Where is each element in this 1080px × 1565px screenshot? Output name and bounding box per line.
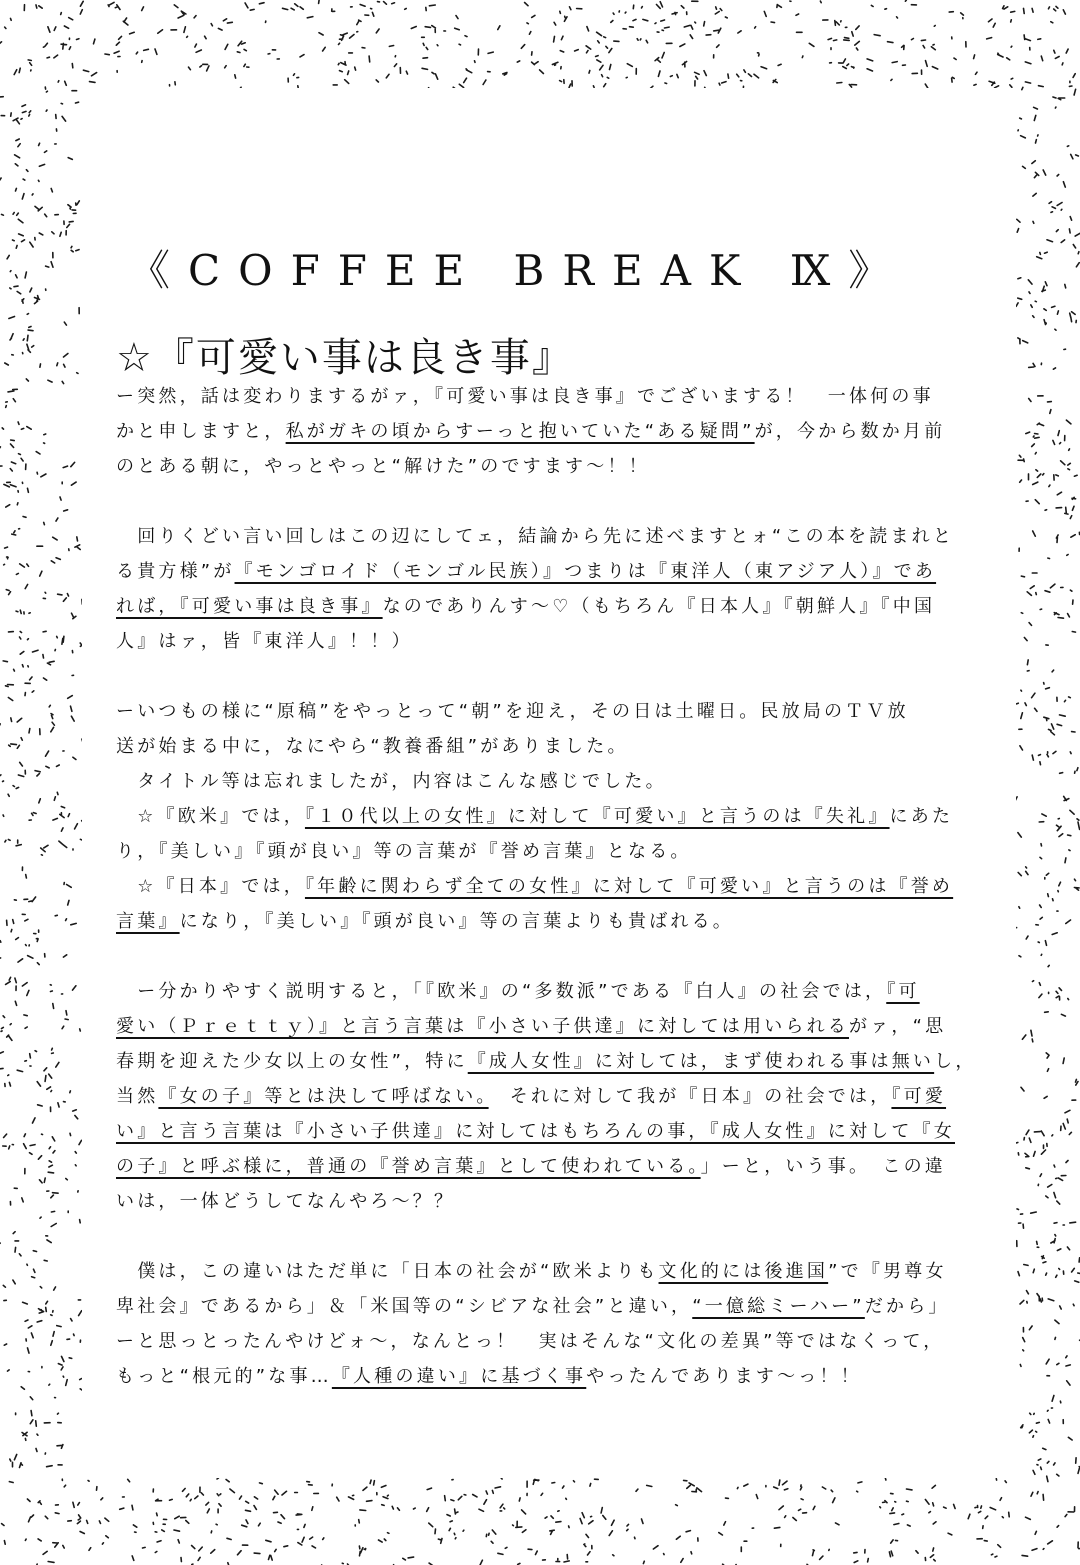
text-line [116,554,978,589]
text-segment: ☆『欧米』では， [116,806,305,827]
underlined-phrase: 『成人女性』に対しては，まず使われる事は無い [467,1051,935,1072]
text-segment: し， [934,1051,977,1072]
text-segment: 人』はァ，皆『東洋人』！！） [116,631,413,652]
underlined-phrase: 愛い（Ｐｒｅｔｔｙ）』と言う言葉は『小さい子供達』に対しては用いられる [116,1016,849,1037]
underlined-phrase: 『女の子』等とは決して呼ばない。 [158,1086,489,1107]
text-segment: のとある朝に，やっとやっと“解けた”のですます〜！！ [116,456,650,477]
text-segment: る貴方様”が [116,561,235,582]
text-line [116,1254,978,1289]
text-line [116,694,978,729]
text-segment: がァ，“思 [849,1016,947,1037]
text-line [116,1289,978,1324]
text-segment: り，『美しい』『頭が良い』等の言葉が『誉め言葉』となる。 [116,841,692,862]
text-segment: もっと“根元的”な事… [116,1366,332,1387]
paragraph-gap [116,1219,978,1254]
text-segment: にあた [889,806,954,827]
underlined-phrase: 文化的には後進国 [658,1261,829,1282]
text-segment: なのでありんす〜♡（もちろん『日本人』『朝鮮人』『中国 [382,596,936,617]
underlined-phrase: 『可愛 [891,1086,947,1107]
text-segment: になり，『美しい』『頭が良い』等の言葉よりも貴ばれる。 [179,911,735,932]
text-segment: やったんであります〜っ！！ [586,1366,862,1387]
text-line [116,449,978,484]
text-segment: それに対して我が『日本』の社会では， [488,1086,892,1107]
text-line [116,764,978,799]
text-line [116,624,978,659]
text-segment: ー突然，話は変わりまするがァ，『可愛い事は良き事』でございまする！ 一体何の事 [116,386,934,407]
text-segment: かと申しますと， [116,421,286,442]
text-line [116,1184,978,1219]
text-segment: が，今から数か月前 [754,421,946,442]
text-segment: 僕は，この違いはただ単に「日本の社会が“欧米よりも [116,1261,659,1282]
text-segment: タイトル等は忘れましたが，内容はこんな感じでした。 [116,771,667,792]
text-segment: 卑社会』であるから」＆「米国等の“シビアな社会”と違い， [116,1296,693,1317]
text-segment: ー分かりやすく説明すると，「『欧米』の“多数派”である『白人』の社会では， [116,981,887,1002]
text-line [116,589,978,624]
text-line [116,974,978,1009]
underlined-phrase: 『モンゴロイド（モンゴル民族）』つまりは『東洋人（東アジア人）』であ [234,561,937,582]
underlined-phrase: 『１０代以上の女性』に対して『可愛い』と言うのは『失礼』 [304,806,890,827]
text-segment: 送が始まる中に，なにやら“教養番組”がありました。 [116,736,629,757]
text-line [116,1114,978,1149]
text-line [116,799,978,834]
text-segment: 回りくどい言い回しはこの辺にしてェ，結論から先に述べますとォ“この本を読まれと [116,526,955,547]
text-segment: 春期を迎えた少女以上の女性”，特に [116,1051,468,1072]
text-segment: いは，一体どうしてなんやろ〜？？ [116,1191,456,1212]
text-line [116,869,978,904]
text-line [116,1149,978,1184]
underlined-phrase: 『可 [886,981,920,1002]
text-line [116,1324,978,1359]
text-segment: ーいつもの様に“原稿”をやっとって“朝”を迎え，その日は土曜日。民放局のＴＶ放 [116,701,909,722]
paragraph-gap [116,484,978,519]
text-line [116,1009,978,1044]
text-line [116,834,978,869]
text-segment: 」ーと，いう事。 この違 [700,1156,947,1177]
text-segment: 当然 [116,1086,159,1107]
text-line [116,1359,978,1394]
underlined-phrase: 私がガキの頃からすーっと抱いていた“ある疑問” [285,421,755,442]
text-line [116,1079,978,1114]
paragraph-gap [116,939,978,974]
page-title: 《COFFEE BREAK Ⅸ》 [128,246,909,295]
underlined-phrase: 言葉』 [116,911,180,932]
text-segment: ”で『男尊女 [828,1261,947,1282]
text-line [116,379,978,414]
section-heading: ☆『可愛い事は良き事』 [116,335,574,381]
text-segment: ☆『日本』では， [116,876,305,897]
text-line [116,519,978,554]
underlined-phrase: い』と言う言葉は『小さい子供達』に対してはもちろんの事，『成人女性』に対して『女 [116,1121,955,1142]
paragraph-gap [116,659,978,694]
text-line [116,1044,978,1079]
text-segment: だから」 [864,1296,950,1317]
text-line [116,414,978,449]
underlined-phrase: 『人種の違い』に基づく事 [331,1366,587,1387]
underlined-phrase: れば，『可愛い事は良き事』 [116,596,383,617]
underlined-phrase: “一億総ミーハー” [692,1296,865,1317]
underlined-phrase: 『年齢に関わらず全ての女性』に対して『可愛い』と言うのは『誉め [304,876,954,897]
text-line [116,904,978,939]
article-body [116,379,978,1394]
text-segment: ーと思っとったんやけどォ〜，なんとっ！ 実はそんな“文化の差異”等ではなくって， [116,1331,945,1352]
underlined-phrase: の子』と呼ぶ様に，普通の『誉め言葉』として使われている。 [116,1156,701,1177]
text-line [116,729,978,764]
